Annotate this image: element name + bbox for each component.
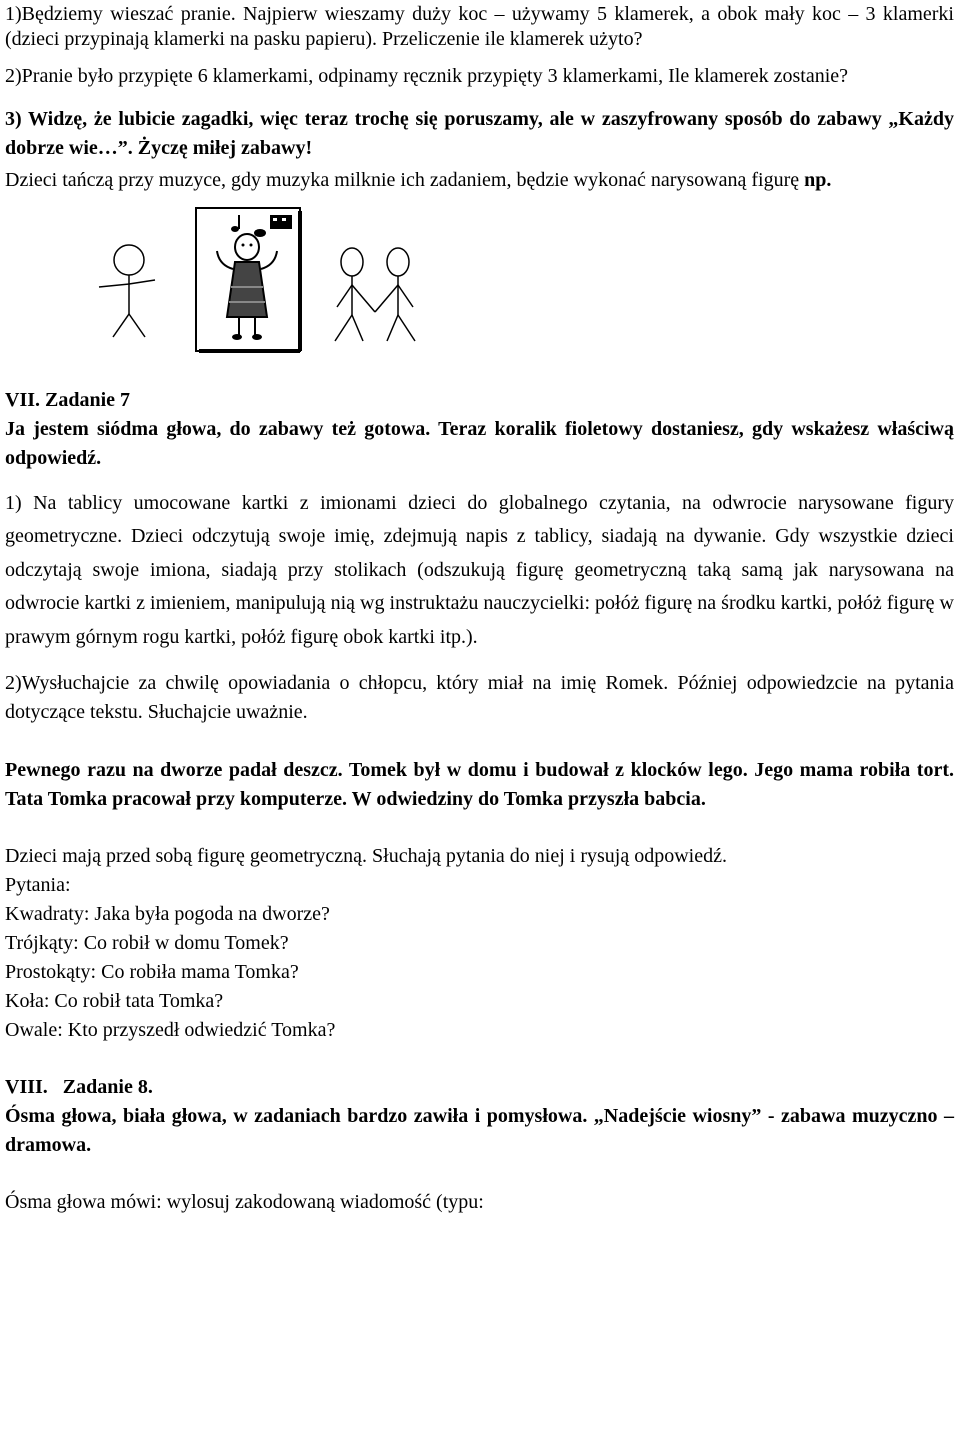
story-text: Pewnego razu na dworze padał deszcz. Tomek był w domu i budował z klocków lego. Jego mama robiła tort. Tata Tomka pracował przy komputerze. W odwiedziny do Tomka przyszła babcia. — [5, 759, 954, 811]
questions-label: Pytania: — [5, 874, 71, 897]
section-viii-paragraph-1: Ósma głowa mówi: wylosuj zakodowaną wiadomość (typu: — [5, 1191, 484, 1214]
section-viii-number: VIII. — [5, 1076, 48, 1099]
paragraph-laundry-2: 2)Pranie było przypięte 6 klamerkami, odpinamy ręcznik przypięty 3 klamerkami, Ile klamerek zostanie? — [5, 65, 849, 87]
questions-list — [5, 900, 954, 1045]
section-vii-instructions: Dzieci mają przed sobą figurę geometryczną. Słuchają pytania do niej i rysują odpowiedź. — [5, 845, 727, 868]
section-viii — [5, 1073, 954, 1217]
figure-illustrations — [5, 207, 954, 357]
section-vii — [5, 385, 954, 1045]
question-item: Koła: Co robił tata Tomka? — [5, 990, 224, 1013]
section-vii-paragraph-2: 2)Wysłuchajcie za chwilę opowiadania o chłopcu, który miał na imię Romek. Później odpowiedzcie na pytania dotyczące tekstu. Słuchajcie uważnie. — [5, 672, 954, 724]
question-item: Trójkąty: Co robił w domu Tomek? — [5, 932, 289, 955]
section-vii-paragraph-1: 1) Na tablicy umocowane kartki z imionami dzieci do globalnego czytania, na odwrocie narysowane figury geometryczne. Dzieci odczytują swoje imię, zdejmują napis z tablicy, siadają na dywanie. Gdy wszystkie dzieci odczytają swoje imiona, siadają przy stolikach (odszukują figurę geometryczną taką samą jak narysowana na odwrocie kartki z imieniem, manipulują nią wg instruktażu nauczycielki: połóż figurę na środku kartki, połóż figurę w prawym górnym rogu kartki, połóż figurę obok kartki itp.). — [5, 492, 954, 648]
section-vii-intro: Ja jestem siódma głowa, do zabawy też gotowa. Teraz koralik fioletowy dostaniesz, gdy wskażesz właściwą odpowiedź. — [5, 418, 954, 469]
paragraph-riddle-game: 3) Widzę, że lubicie zagadki, więc teraz trochę się poruszamy, ale w zaszyfrowany sposób do zabawy „Każdy dobrze wie…”. Życzę miłej zabawy! — [5, 108, 954, 159]
section-vii-title: Zadanie 7 — [45, 389, 131, 411]
section-viii-intro: Ósma głowa, biała głowa, w zadaniach bardzo zawiła i pomysłowa. „Nadejście wiosny” - zabawa muzyczno – dramowa. — [5, 1105, 954, 1157]
dance-instructions-text: Dzieci tańczą przy muzyce, gdy muzyka milknie ich zadaniem, będzie wykonać narysowaną figurę — [5, 169, 800, 191]
section-vii-heading — [5, 385, 954, 415]
question-item: Owale: Kto przyszedł odwiedzić Tomka? — [5, 1019, 336, 1042]
two-stick-figures-icon — [325, 245, 425, 345]
section-vii-number: VII. — [5, 389, 41, 411]
question-item: Kwadraty: Jaka była pogoda na dworze? — [5, 903, 330, 926]
section-viii-heading — [5, 1073, 954, 1102]
paragraph-laundry-1: 1)Będziemy wieszać pranie. Najpierw wieszamy duży koc – używamy 5 klamerek, a obok mały koc – 3 klamerki (dzieci przypinają klamerki na pasku papieru). Przeliczenie ile klamerek użyto? — [5, 3, 954, 50]
paragraph-dance-instructions — [5, 163, 954, 197]
stick-figure-icon — [93, 242, 163, 347]
section-viii-title: Zadanie 8. — [62, 1076, 153, 1099]
dancing-girl-icon — [195, 207, 302, 353]
dance-instructions-np: np. — [804, 169, 832, 191]
question-item: Prostokąty: Co robiła mama Tomka? — [5, 961, 299, 984]
